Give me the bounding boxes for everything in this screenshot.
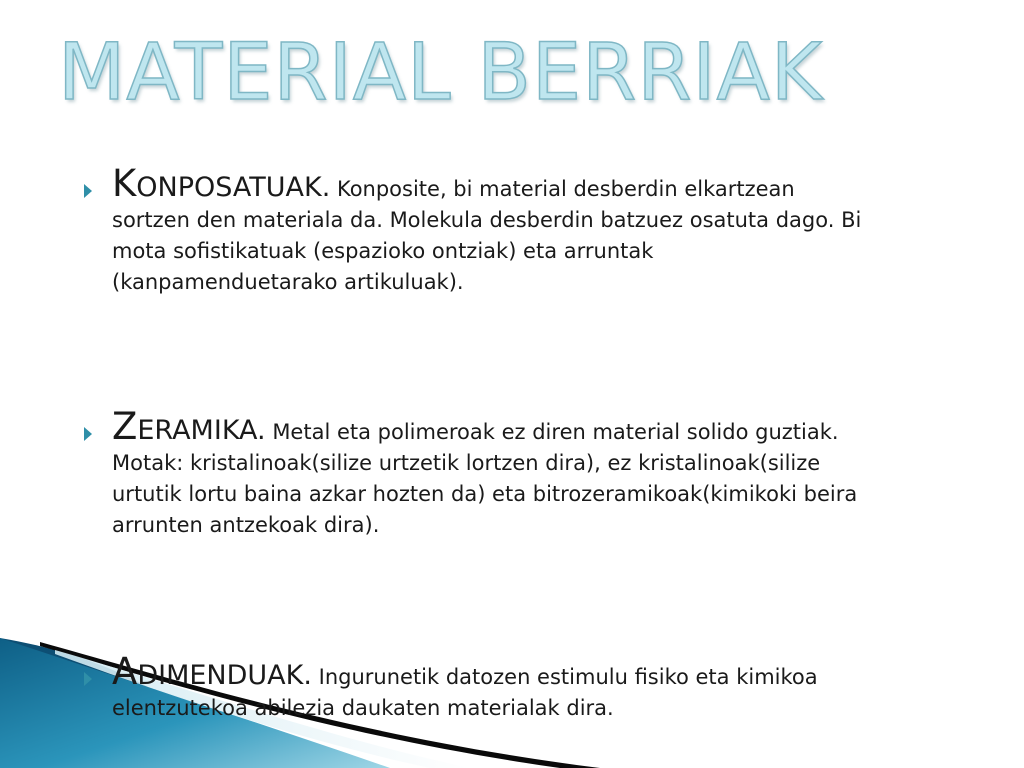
slide-title: MATERIAL BERRIAK (58, 28, 824, 118)
bullet-adimenduak (112, 650, 872, 724)
bullet-head-initial: K (112, 162, 137, 205)
bullet-konposatuak (112, 162, 872, 298)
bullet-head-rest: DIMENDUAK. (137, 660, 312, 691)
triangle-bullet-icon (84, 672, 92, 686)
bullet-zeramika (112, 405, 872, 541)
bullet-head-rest: ONPOSATUAK. (136, 172, 331, 203)
triangle-bullet-icon (84, 427, 92, 441)
bullet-head-initial: Z (112, 405, 138, 448)
bullet-text: Ingurunetik datozen estimulu fisiko eta kimikoa elentzutekoa abilezia daukaten materialak dira. (112, 665, 818, 720)
bullet-text: Konposite, bi material desberdin elkartzean sortzen den materiala da. Molekula desberdin batzuez osatuta dago. Bi mota sofistikatuak (espazioko ontziak) eta arruntak (kanpamenduetarako artikuluak). (112, 177, 862, 294)
triangle-bullet-icon (84, 184, 92, 198)
bullet-head-rest: ERAMIKA. (137, 415, 266, 446)
bullet-text: Metal eta polimeroak ez diren material solido guztiak. Motak: kristalinoak(silize urtzetik lortzen dira), ez kristalinoak(silize urtutik lortu baina azkar hozten da) eta bitrozeramikoak(kimikoki beira arrunten antzekoak dira). (112, 420, 858, 537)
bullet-head-initial: A (112, 650, 138, 693)
